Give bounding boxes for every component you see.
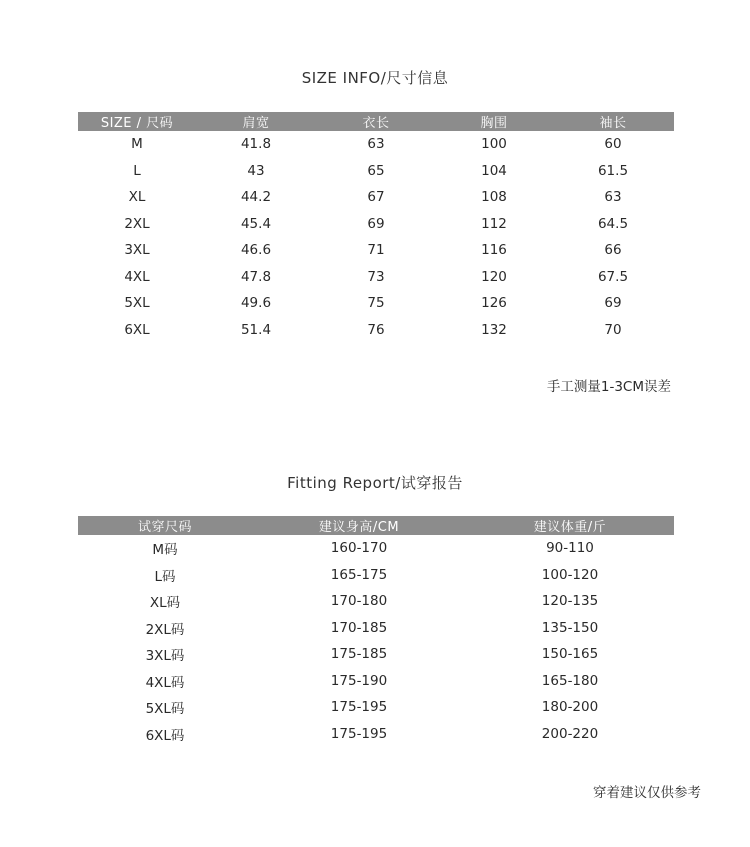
cell-shoulder: 46.6 [240, 242, 272, 259]
cell-height: 175-185 [330, 646, 388, 663]
cell-length: 75 [367, 295, 385, 312]
cell-length: 63 [367, 136, 385, 153]
cell-shoulder: 47.8 [240, 268, 272, 285]
cell-length: 71 [367, 242, 385, 259]
cell-weight: 90-110 [546, 540, 594, 557]
table-row [78, 668, 674, 695]
cell-height: 160-170 [330, 540, 388, 557]
cell-weight: 150-165 [541, 646, 599, 663]
cell-fit-size: M码 [152, 542, 178, 559]
cell-sleeve: 66 [604, 242, 622, 259]
size-info-header-row [78, 112, 674, 131]
header-length: 衣长 [316, 112, 436, 131]
cell-shoulder: 43 [247, 162, 265, 179]
fitting-report-table [78, 516, 674, 747]
fitting-report-title: Fitting Report/试穿报告 [287, 474, 463, 492]
header-height: 建议身高/CM [252, 516, 466, 535]
cell-chest: 126 [481, 295, 507, 312]
table-row [78, 211, 674, 238]
cell-sleeve: 61.5 [597, 162, 629, 179]
cell-sleeve: 70 [604, 321, 622, 338]
table-row [78, 562, 674, 589]
table-row [78, 317, 674, 344]
table-row [78, 131, 674, 158]
header-chest: 胸围 [436, 112, 552, 131]
cell-sleeve: 63 [604, 189, 622, 206]
cell-fit-size: XL码 [149, 595, 181, 612]
header-size: SIZE / 尺码 [78, 112, 196, 131]
cell-sleeve: 60 [604, 136, 622, 153]
cell-chest: 132 [481, 321, 507, 338]
cell-fit-size: 4XL码 [145, 674, 185, 691]
cell-weight: 120-135 [541, 593, 599, 610]
fitting-note: 穿着建议仅供参考 [593, 785, 701, 801]
cell-sleeve: 69 [604, 295, 622, 312]
cell-shoulder: 51.4 [240, 321, 272, 338]
table-row [78, 615, 674, 642]
header-weight: 建议体重/斤 [466, 516, 674, 535]
cell-fit-size: 3XL码 [145, 648, 185, 665]
cell-height: 175-190 [330, 672, 388, 689]
cell-height: 175-195 [330, 699, 388, 716]
table-row [78, 184, 674, 211]
cell-height: 170-185 [330, 619, 388, 636]
cell-shoulder: 45.4 [240, 215, 272, 232]
fitting-header-row [78, 516, 674, 535]
cell-weight: 135-150 [541, 619, 599, 636]
cell-length: 67 [367, 189, 385, 206]
cell-shoulder: 49.6 [240, 295, 272, 312]
table-row [78, 264, 674, 291]
table-row [78, 237, 674, 264]
cell-size: 5XL [124, 295, 150, 312]
cell-length: 69 [367, 215, 385, 232]
table-row [78, 158, 674, 185]
table-row [78, 694, 674, 721]
table-row [78, 721, 674, 748]
cell-chest: 120 [481, 268, 507, 285]
size-info-title: SIZE INFO/尺寸信息 [301, 69, 449, 87]
cell-height: 165-175 [330, 566, 388, 583]
cell-fit-size: L码 [154, 568, 176, 585]
cell-length: 65 [367, 162, 385, 179]
table-row [78, 588, 674, 615]
cell-size: L [133, 162, 141, 179]
cell-chest: 108 [481, 189, 507, 206]
cell-fit-size: 6XL码 [145, 727, 185, 744]
cell-sleeve: 64.5 [597, 215, 629, 232]
cell-size: 2XL [124, 215, 150, 232]
cell-chest: 104 [481, 162, 507, 179]
size-info-table [78, 112, 674, 343]
header-sleeve: 袖长 [552, 112, 674, 131]
cell-length: 73 [367, 268, 385, 285]
cell-shoulder: 41.8 [240, 136, 272, 153]
measurement-note: 手工测量1-3CM误差 [546, 379, 671, 395]
cell-chest: 116 [481, 242, 507, 259]
cell-size: M [131, 136, 143, 153]
table-row [78, 290, 674, 317]
cell-size: 3XL [124, 242, 150, 259]
cell-weight: 200-220 [541, 725, 599, 742]
cell-chest: 112 [481, 215, 507, 232]
cell-length: 76 [367, 321, 385, 338]
cell-weight: 165-180 [541, 672, 599, 689]
cell-weight: 100-120 [541, 566, 599, 583]
table-row [78, 535, 674, 562]
cell-height: 175-195 [330, 725, 388, 742]
cell-fit-size: 2XL码 [145, 621, 185, 638]
cell-size: 4XL [124, 268, 150, 285]
header-shoulder: 肩宽 [196, 112, 316, 131]
table-row [78, 641, 674, 668]
cell-size: XL [128, 189, 146, 206]
cell-sleeve: 67.5 [597, 268, 629, 285]
cell-size: 6XL [124, 321, 150, 338]
header-fit-size: 试穿尺码 [78, 516, 252, 535]
cell-fit-size: 5XL码 [145, 701, 185, 718]
cell-shoulder: 44.2 [240, 189, 272, 206]
cell-weight: 180-200 [541, 699, 599, 716]
cell-height: 170-180 [330, 593, 388, 610]
cell-chest: 100 [481, 136, 507, 153]
